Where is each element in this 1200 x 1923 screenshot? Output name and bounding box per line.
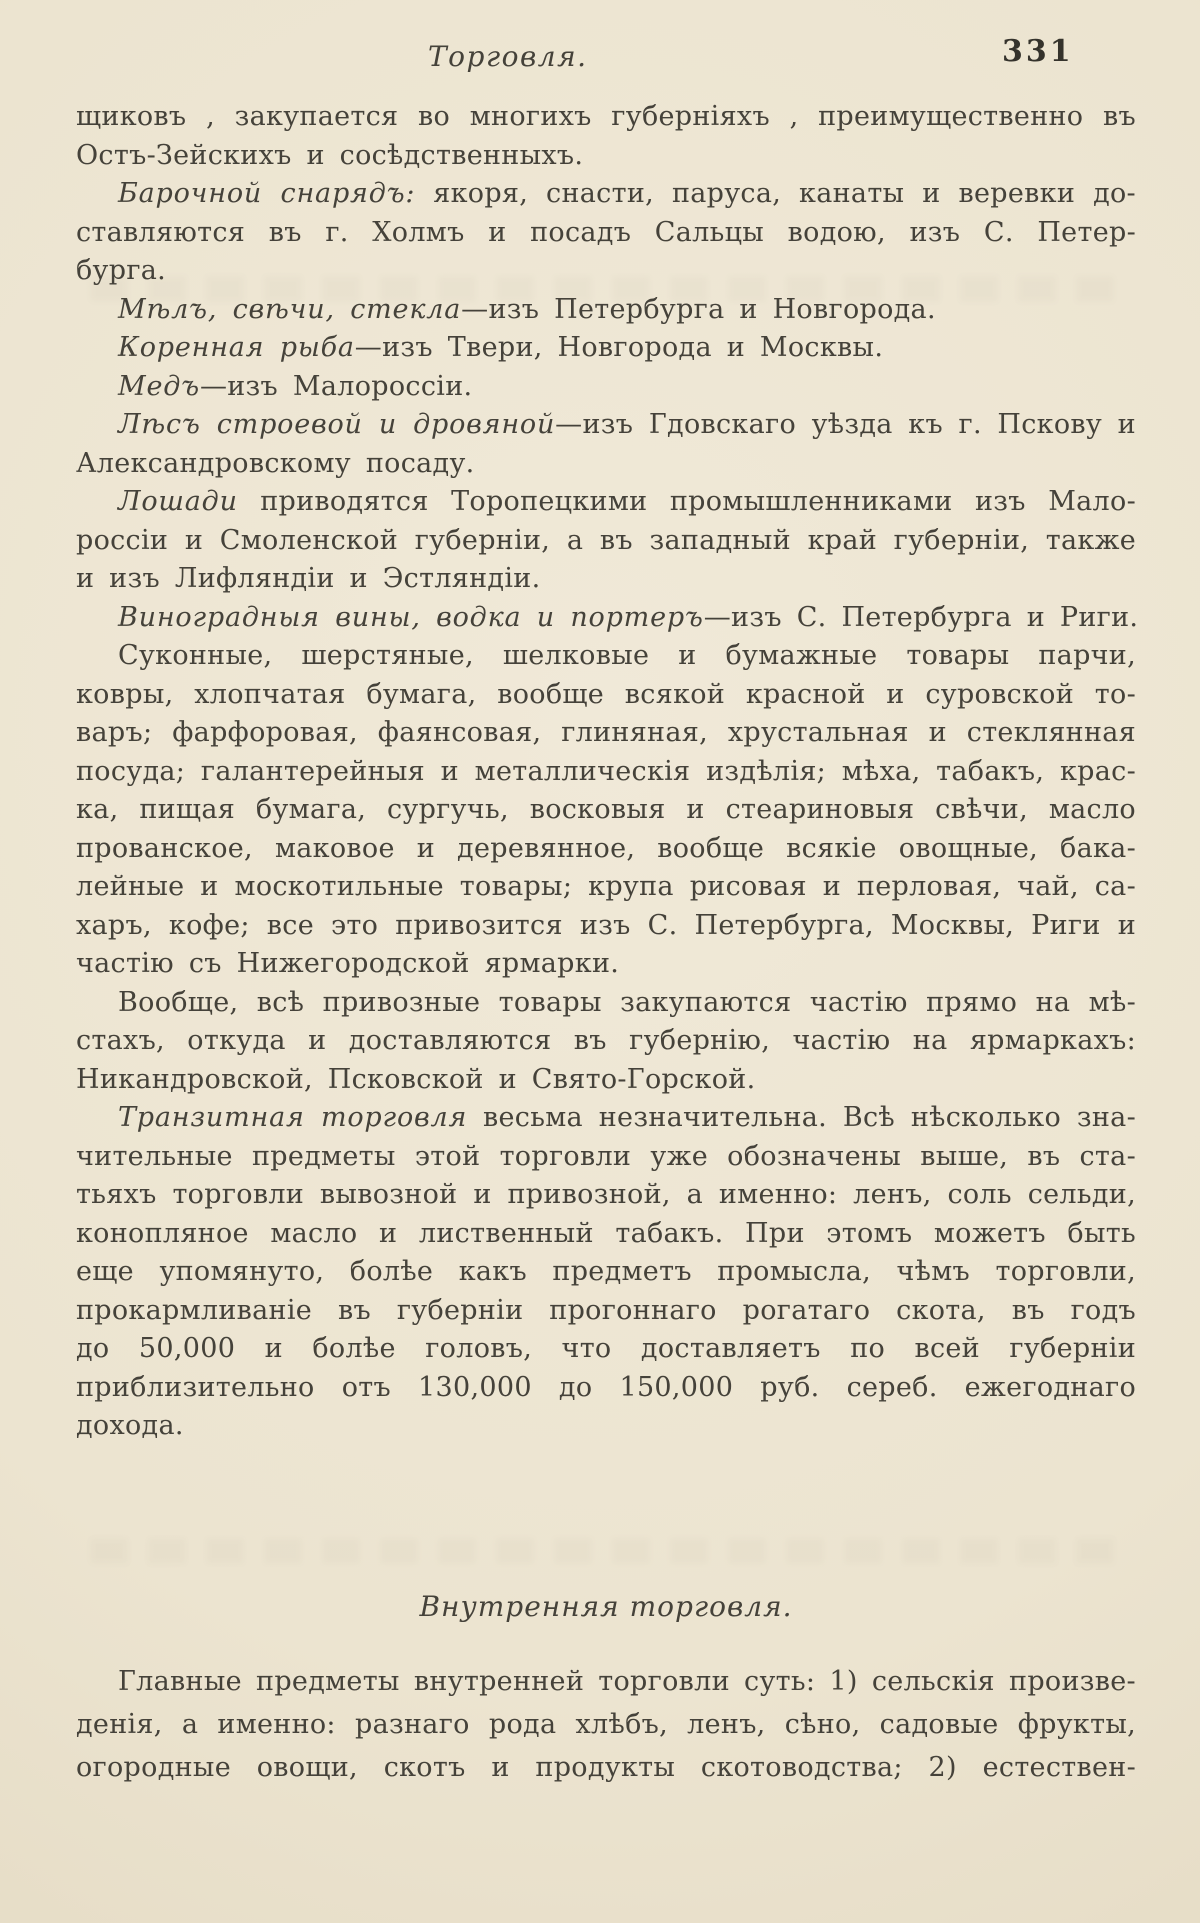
italic-text-run: Виноградныя вины, водка и портеръ [118,601,704,633]
italic-text-run: Мѣлъ, свѣчи, стекла [118,293,462,325]
text-line [76,329,1136,368]
text-run: бурга. [76,255,167,286]
text-run: —изъ С. Петербурга и Риги. [703,601,1139,633]
text-run: —изъ Малороссіи. [199,370,473,402]
italic-text-run: Барочной снарядъ: [118,178,416,209]
text-line [76,252,1136,291]
text-run: частію съ Нижегородской ярмарки. [76,948,620,979]
text-run: до 50,000 и болѣе головъ, что доставляетъ по всей губерніи [76,1333,1136,1364]
text-run: ковры, хлопчатая бумага, вообще всякой красной и суровской то- [76,678,1136,710]
text-run: ка, пищая бумага, сургучь, восковыя и стеариновыя свѣчи, масло [76,794,1136,825]
text-line [76,368,1136,407]
text-run: харъ, кофе; все это привозится изъ С. Петербурга, Москвы, Риги и [76,909,1136,941]
text-run: Остъ-Зейскихъ и сосѣдственныхъ. [76,139,584,171]
text-run: —изъ Петербурга и Новгорода. [461,293,936,325]
text-line [76,137,1136,176]
page-number: 331 [1002,34,1074,69]
text-run: приводятся Торопецкими промышленниками изъ Мало- [237,486,1136,517]
text-run: якоря, снасти, паруса, канаты и веревки до- [415,178,1136,209]
text-run: Главные предметы внутренней торговли суть: 1) сельскія произве- [118,1665,1136,1697]
inner-trade-paragraph [76,1660,1136,1789]
text-run: конопляное масло и лиственный табакъ. При этомъ можетъ быть [76,1217,1136,1249]
text-line [76,1746,1136,1789]
text-line [76,1407,1136,1446]
text-line [76,1061,1136,1100]
text-line [76,945,1136,984]
text-run: денія, а именно: разнаго рода хлѣбъ, ленъ, сѣно, садовые фрукты, [76,1708,1136,1740]
text-line [76,1176,1136,1215]
text-run: тьяхъ торговли вывозной и привозной, а именно: ленъ, соль сельди, [76,1179,1136,1210]
page-header-title: Торговля. [428,40,588,73]
text-line [76,714,1136,753]
text-line [76,1138,1136,1177]
text-line [76,868,1136,907]
text-line [76,907,1136,946]
text-run: приблизительно отъ 130,000 до 150,000 руб. сереб. ежегоднаго [76,1371,1136,1403]
text-line [76,175,1136,214]
text-line [76,1022,1136,1061]
text-line [76,599,1139,638]
text-line [76,483,1136,522]
text-line [76,676,1136,715]
italic-text-run: Коренная рыба [118,332,355,363]
text-line [76,791,1136,830]
section-heading: Внутренняя торговля. [419,1589,793,1623]
text-run: Вообще, всѣ привозные товары закупаются частію прямо на мѣ- [118,986,1136,1018]
text-run: Александровскому посаду. [76,447,475,479]
italic-text-run: Транзитная торговля [118,1102,468,1133]
running-header [0,34,1200,84]
text-run: прованское, маковое и деревянное, вообще всякіе овощные, бака- [76,832,1136,864]
text-line [76,214,1136,253]
text-run: —изъ Гдовскаго уѣзда къ г. Пскову и [555,409,1136,440]
text-run: —изъ Твери, Новгорода и Москвы. [354,332,884,363]
text-line [76,522,1136,561]
text-line [76,830,1136,869]
text-run: щиковъ , закупается во многихъ губерніяхъ , преимущественно въ [76,101,1136,132]
text-run: дохода. [76,1410,184,1441]
text-line [76,1703,1136,1746]
text-line [76,98,1136,137]
text-line [76,560,1136,599]
text-run: прокармливаніе въ губерніи прогоннаго рогатаго скота, въ годъ [76,1294,1136,1326]
text-run: весьма незначительна. Всѣ нѣсколько зна- [467,1102,1136,1133]
text-line [76,1369,1136,1408]
text-run: варъ; фарфоровая, фаянсовая, глиняная, хрустальная и стеклянная [76,717,1136,748]
page-body-text [76,98,1139,1789]
text-run: Никандровской, Псковской и Свято-Горской. [76,1063,756,1095]
italic-text-run: Лошади [118,486,238,517]
text-run: огородные овощи, скотъ и продукты скотоводства; 2) естествен- [76,1751,1136,1783]
text-line [76,637,1136,676]
text-line [76,1660,1136,1703]
text-line [76,445,1136,484]
text-run: лейные и москотильные товары; крупа рисовая и перловая, чай, са- [76,871,1136,902]
text-run: и изъ Лифляндіи и Эстляндіи. [76,563,541,594]
text-line [76,291,1136,330]
italic-text-run: Лѣсъ строевой и дровяной [118,409,556,440]
text-line [76,1292,1136,1331]
text-line [76,406,1136,445]
text-run: ставляются въ г. Холмъ и посадъ Сальцы водою, изъ С. Петер- [76,216,1136,248]
text-line [76,1099,1136,1138]
text-line [76,1253,1136,1292]
text-run: посуда; галантерейныя и металлическія издѣлія; мѣха, табакъ, крас- [76,755,1136,787]
text-run: чительные предметы этой торговли уже обозначены выше, въ ста- [76,1140,1136,1172]
text-line [76,1215,1136,1254]
text-line [76,753,1136,792]
text-line [76,1330,1136,1369]
text-run: стахъ, откуда и доставляются въ губернію, частію на ярмаркахъ: [76,1025,1136,1056]
italic-text-run: Медъ [118,370,200,402]
text-line [76,984,1136,1023]
text-run: Суконные, шерстяные, шелковые и бумажные товары парчи, [118,640,1136,671]
text-run: россіи и Смоленской губерніи, а въ западный край губерніи, также [76,524,1136,556]
main-text-block [76,98,1139,1446]
text-run: еще упомянуто, болѣе какъ предметъ промысла, чѣмъ торговли, [76,1256,1136,1287]
